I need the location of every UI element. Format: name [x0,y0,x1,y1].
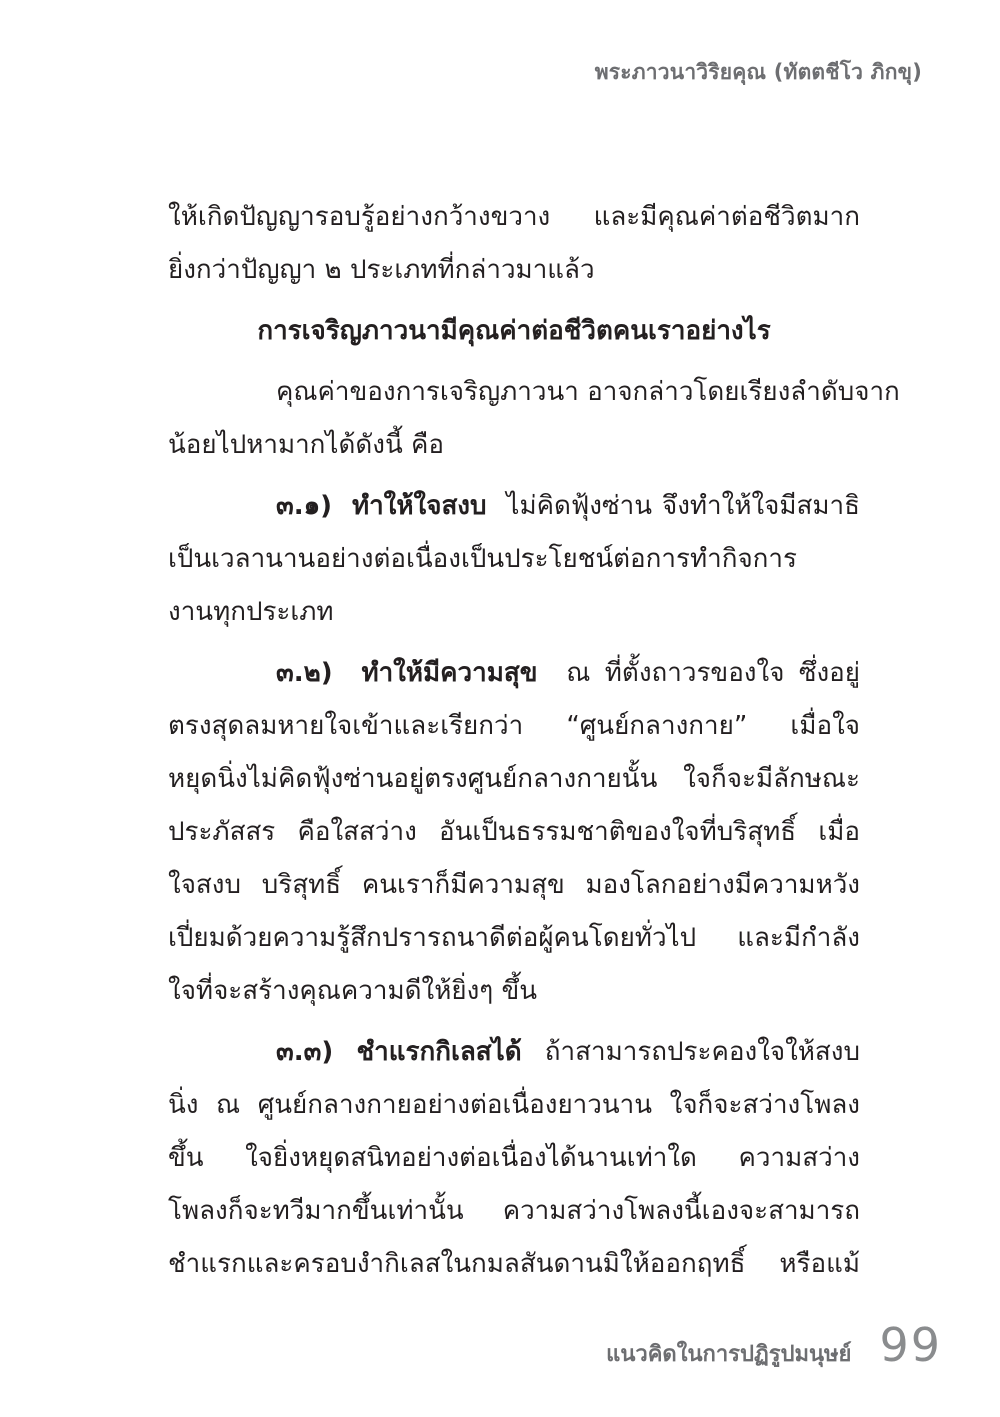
body-line: ยิ่งกว่าปัญญา ๒ ประเภทที่กล่าวมาแล้ว [168,255,595,285]
list-item-first-line [168,1035,860,1070]
item-title: ทำให้ใจสงบ [351,491,487,521]
body-line: งานทุกประเภท [168,597,334,627]
item-number: ๓.๒) [276,658,333,688]
list-item-first-line [168,656,860,691]
body-line: เป็นเวลานานอย่างต่อเนื่องเป็นประโยชน์ต่อการทำกิจการ [168,544,797,574]
item-title: ชำแรกกิเลสได้ [356,1037,522,1067]
body-line: ประภัสสร คือใสสว่าง อันเป็นธรรมชาติของใจที่บริสุทธิ์ เมื่อ [168,817,860,847]
body-line: เปี่ยมด้วยความรู้สึกปรารถนาดีต่อผู้คนโดยทั่วไป และมีกำลัง [168,923,860,953]
body-line: ตรงสุดลมหายใจเข้าและเรียกว่า “ศูนย์กลางกาย” เมื่อใจ [168,711,860,741]
section-heading: การเจริญภาวนามีคุณค่าต่อชีวิตคนเราอย่างไร [257,316,771,346]
item-number: ๓.๑) [276,491,333,521]
item-number: ๓.๓) [276,1037,334,1067]
body-line: คุณค่าของการเจริญภาวนา อาจกล่าวโดยเรียงลำดับจาก [276,377,900,407]
item-text: ถ้าสามารถประคองใจให้สงบ [544,1037,860,1067]
book-title: แนวคิดในการปฏิรูปมนุษย์ [606,1342,852,1367]
page-body [168,200,900,1300]
body-line: ใจที่จะสร้างคุณความดีให้ยิ่งๆ ขึ้น [168,976,538,1006]
item-title: ทำให้มีความสุข [361,658,538,688]
body-line: ขึ้น ใจยิ่งหยุดสนิทอย่างต่อเนื่องได้นานเท่าใด ความสว่าง [168,1143,860,1173]
list-item-first-line [168,489,860,524]
body-line: ชำแรกและครอบงำกิเลสในกมลสันดานมิให้ออกฤทธิ์ หรือแม้ [168,1249,860,1279]
body-line: น้อยไปหามากได้ดังนี้ คือ [168,430,445,460]
page-number: 99 [879,1318,942,1372]
body-line: หยุดนิ่งไม่คิดฟุ้งซ่านอยู่ตรงศูนย์กลางกายนั้น ใจก็จะมีลักษณะ [168,764,860,794]
body-line: โพลงก็จะทวีมากขึ้นเท่านั้น ความสว่างโพลงนี้เองจะสามารถ [168,1196,860,1226]
body-line: ให้เกิดปัญญารอบรู้อย่างกว้างขวาง และมีคุณค่าต่อชีวิตมาก [168,202,860,232]
item-text: ไม่คิดฟุ้งซ่าน จึงทำให้ใจมีสมาธิ [506,491,861,521]
item-text: ณ ที่ตั้งถาวรของใจ ซึ่งอยู่ [566,658,861,688]
running-header: พระภาวนาวิริยคุณ (ทัตตชีโว ภิกขุ) [594,60,922,84]
body-line: ใจสงบ บริสุทธิ์ คนเราก็มีความสุข มองโลกอย่างมีความหวัง [168,870,860,900]
body-line: นิ่ง ณ ศูนย์กลางกายอย่างต่อเนื่องยาวนาน ใจก็จะสว่างโพลง [168,1090,860,1120]
running-footer [606,1318,942,1372]
